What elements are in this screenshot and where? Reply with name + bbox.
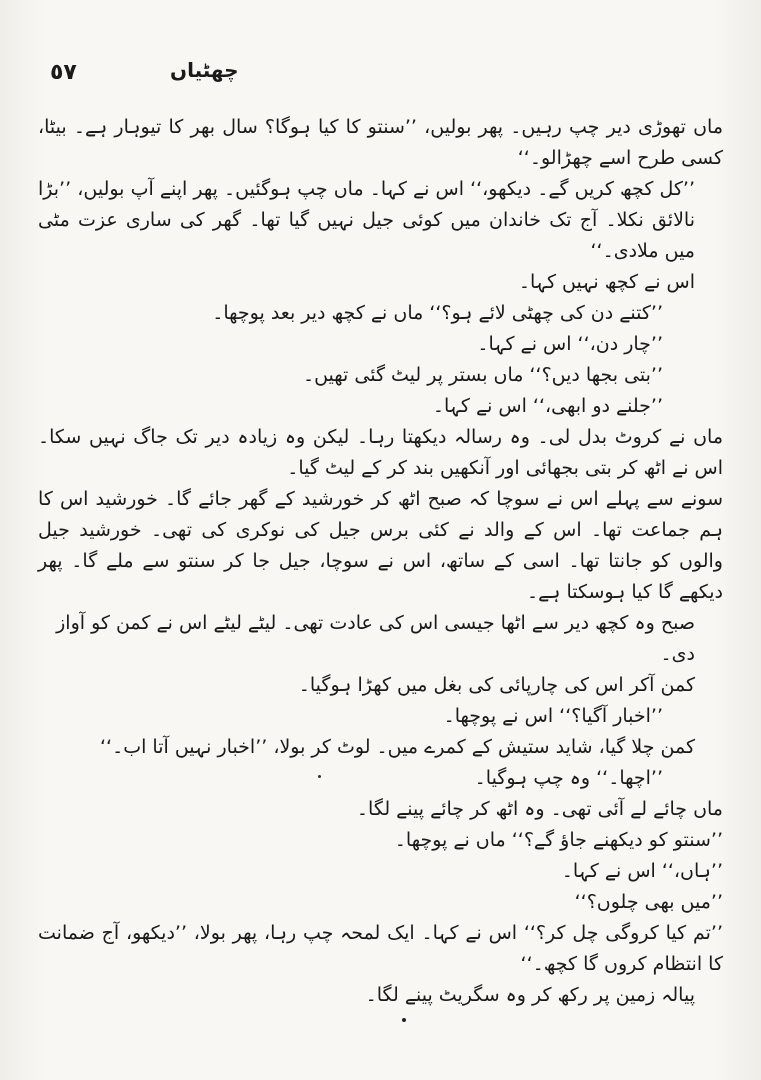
page-header (40, 60, 721, 90)
ink-speck (318, 775, 321, 778)
paragraph: صبح وہ کچھ دیر سے اٹھا جیسی اس کی عادت تھی۔ لیٹے لیٹے اس نے کمن کو آواز دی۔ (56, 612, 695, 665)
paragraph: ’’کتنے دن کی چھٹی لائے ہو؟‘‘ ماں نے کچھ دیر بعد پوچھا۔ (212, 302, 663, 324)
paragraph: ’’کل کچھ کریں گے۔ دیکھو،‘‘ اس نے کہا۔ ماں چپ ہوگئیں۔ پھر اپنے آپ بولیں، ’’بڑا نالائق نکلا۔ آج تک خاندان میں کوئی جیل نہیں گیا تھا۔ گھر کی ساری عزت مٹی میں ملادی۔‘‘ (38, 178, 695, 262)
paragraph: اس نے کچھ نہیں کہا۔ (518, 271, 695, 293)
body-text (38, 112, 723, 1011)
paragraph: ’’ہاں،‘‘ اس نے کہا۔ (561, 860, 723, 882)
paragraph: سونے سے پہلے اس نے سوچا کہ صبح اٹھ کر خورشید کے گھر جائے گا۔ خورشید اس کا ہم جماعت تھا۔ اس کے والد نے کئی برس جیل کی نوکری کی تھی۔ خورشید جیل والوں کو جانتا تھا۔ اسی کے ساتھ، اس نے سوچا، جیل جا کر سنتو سے ملے گا۔ پھر دیکھے گا کیا ہوسکتا ہے۔ (38, 488, 723, 603)
paragraph: ’’اخبار آگیا؟‘‘ اس نے پوچھا۔ (443, 705, 663, 727)
paragraph: ’’میں بھی چلوں؟‘‘ (574, 891, 723, 913)
paragraph: ماں نے کروٹ بدل لی۔ وہ رسالہ دیکھتا رہا۔ لیکن وہ زیادہ دیر تک جاگ نہیں سکا۔ اس نے اٹھ کر بتی بجھائی اور آنکھیں بند کر کے لیٹ گیا۔ (38, 426, 723, 479)
paragraph: پیالہ زمین پر رکھ کر وہ سگریٹ پینے لگا۔ (365, 984, 695, 1006)
paragraph: ’’تم کیا کروگی چل کر؟‘‘ اس نے کہا۔ ایک لمحہ چپ رہا، پھر بولا، ’’دیکھو، آج ضمانت کا انتظام کروں گا کچھ۔‘‘ (38, 922, 723, 975)
paragraph: ماں تھوڑی دیر چپ رہیں۔ پھر بولیں، ’’سنتو کا کیا ہوگا؟ سال بھر کا تیوہار ہے۔ بیٹا، کسی طرح اسے چھڑالو۔‘‘ (38, 116, 723, 169)
paragraph: ’’سنتو کو دیکھنے جاؤ گے؟‘‘ ماں نے پوچھا۔ (394, 829, 723, 851)
page-number: ٥٧ (50, 60, 77, 85)
ink-speck (402, 1018, 406, 1022)
paragraph: ’’بتی بجھا دیں؟‘‘ ماں بستر پر لیٹ گئی تھیں۔ (302, 364, 663, 386)
paragraph: ماں چائے لے آئی تھی۔ وہ اٹھ کر چائے پینے لگا۔ (356, 798, 723, 820)
paragraph: ’’اچھا۔‘‘ وہ چپ ہوگیا۔ (474, 767, 663, 789)
paragraph: کمن چلا گیا، شاید ستیش کے کمرے میں۔ لوٹ کر بولا، ’’اخبار نہیں آتا اب۔‘‘ (100, 736, 695, 758)
running-title: چھٹیاں (170, 58, 239, 82)
paragraph: ’’جلنے دو ابھی،‘‘ اس نے کہا۔ (432, 395, 663, 417)
paragraph: کمن آکر اس کی چارپائی کی بغل میں کھڑا ہوگیا۔ (298, 674, 695, 696)
paragraph: ’’چار دن،‘‘ اس نے کہا۔ (477, 333, 663, 355)
